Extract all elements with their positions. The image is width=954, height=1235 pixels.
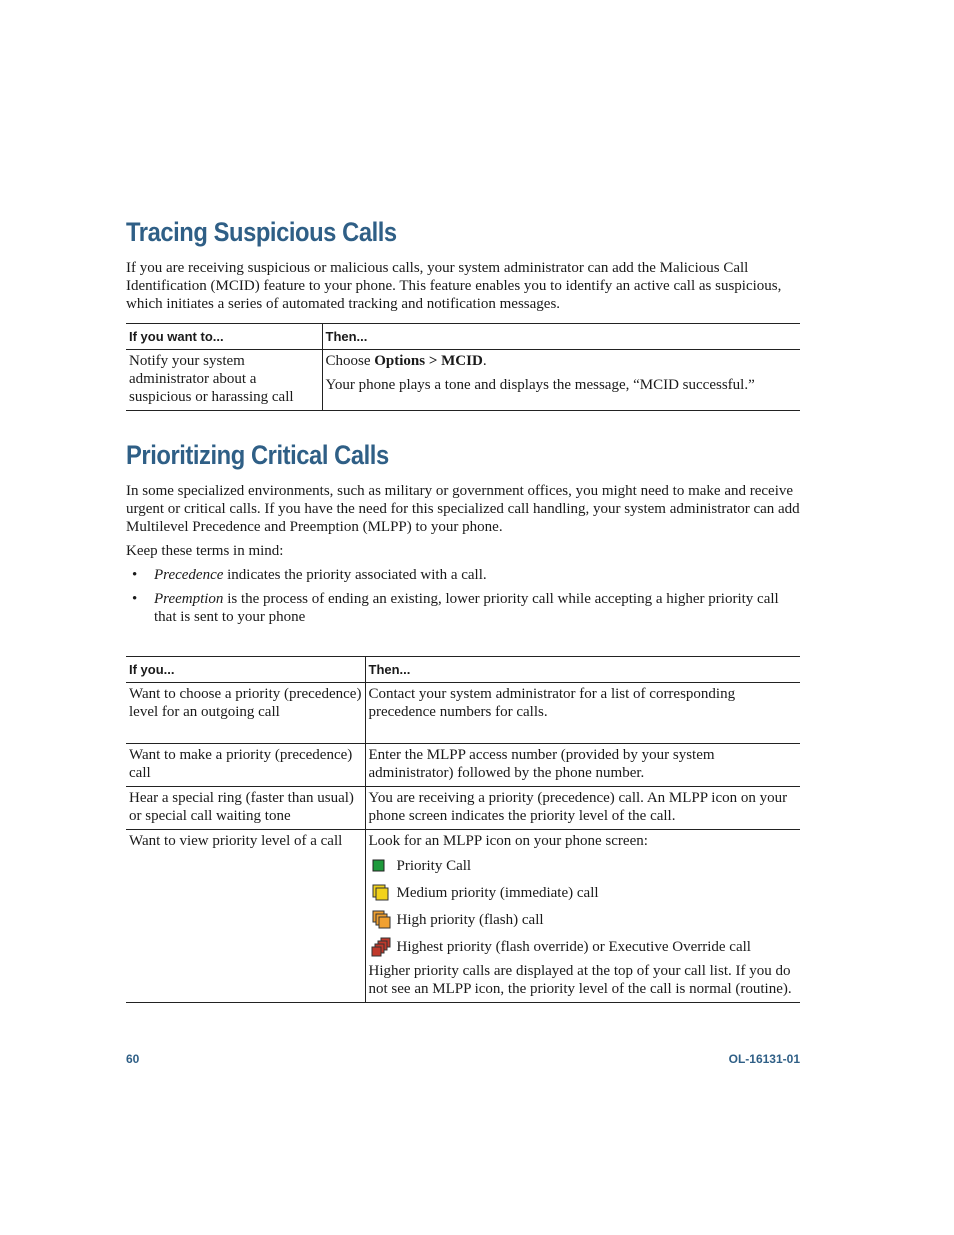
highest-priority-icon (371, 937, 395, 957)
term: Preemption (154, 591, 224, 607)
section-title-prioritizing: Prioritizing Critical Calls (126, 440, 389, 470)
row-condition: Want to view priority level of a call (126, 830, 365, 1003)
table-header-row (126, 657, 800, 683)
row-action (365, 830, 800, 1003)
icon-row (369, 879, 798, 906)
term: Precedence (154, 567, 224, 583)
row-action: Contact your system administrator for a list of corresponding precedence numbers for calls. (365, 683, 800, 744)
icon-lead: Look for an MLPP icon on your phone screen: (368, 833, 648, 849)
row-condition: Want to choose a priority (precedence) level for an outgoing call (126, 683, 365, 744)
row-action (322, 350, 800, 411)
table-row (126, 350, 800, 411)
table-row (126, 830, 800, 1003)
row-action: Enter the MLPP access number (provided by your system administrator) followed by the phone number. (365, 744, 800, 787)
list-item (126, 590, 800, 626)
row-condition: Hear a special ring (faster than usual) or special call waiting tone (126, 787, 365, 830)
col-header-then: Then... (322, 324, 800, 350)
page-number: 60 (126, 1052, 140, 1066)
medium-priority-icon (371, 883, 395, 903)
icon-row (369, 906, 798, 933)
prioritizing-intro: In some specialized environments, such as military or government offices, you might need to make and receive urgent or critical calls. If you have the need for this specialized call handling, your system administrator can add Multilevel Precedence and Preemption (MLPP) to your phone. (126, 483, 800, 535)
mcid-table (126, 323, 800, 411)
mlpp-table (126, 656, 800, 1003)
icon-label: Priority Call (396, 857, 472, 874)
table-row (126, 787, 800, 830)
list-item (126, 566, 800, 584)
choose-suffix: . (482, 353, 487, 369)
high-priority-icon (371, 910, 395, 930)
tracing-intro: If you are receiving suspicious or malicious calls, your system administrator can add the Malicious Call Identification (MCID) feature to your phone. This feature enables you to identify an active call as suspicious, which initiates a series of automated tracking and notification messages. (126, 260, 782, 312)
table-header-row (126, 324, 800, 350)
choose-instruction (326, 352, 798, 370)
table-row (126, 683, 800, 744)
priority-note: Higher priority calls are displayed at the top of your call list. If you do not see an MLPP icon, the priority level of the call is normal (routine). (368, 963, 792, 997)
col-header-if: If you want to... (126, 324, 322, 350)
bullet-icon: • (132, 567, 138, 583)
icon-row (369, 852, 798, 879)
col-header-if: If you... (126, 657, 365, 683)
terms-list (126, 566, 800, 632)
icon-row (369, 933, 798, 960)
col-header-then: Then... (365, 657, 800, 683)
row-condition: Want to make a priority (precedence) call (126, 744, 365, 787)
bullet-icon: • (132, 591, 138, 607)
priority-call-icon (371, 856, 395, 876)
keep-in-mind: Keep these terms in mind: (126, 543, 284, 559)
icon-label: High priority (flash) call (396, 911, 544, 928)
term-definition: indicates the priority associated with a call. (223, 567, 487, 583)
table-row (126, 744, 800, 787)
document-number: OL-16131-01 (728, 1052, 800, 1066)
choose-prefix: Choose (325, 353, 375, 369)
term-definition: is the process of ending an existing, lower priority call while accepting a higher priority call that is sent to your phone (154, 591, 779, 625)
menu-path: Options > MCID (374, 353, 483, 369)
icon-label: Highest priority (flash override) or Executive Override call (396, 938, 751, 955)
row-condition: Notify your system administrator about a suspicious or harassing call (126, 350, 322, 411)
icon-label: Medium priority (immediate) call (396, 884, 599, 901)
row-action: You are receiving a priority (precedence) call. An MLPP icon on your phone screen indicates the priority level of the call. (365, 787, 800, 830)
mcid-result: Your phone plays a tone and displays the message, “MCID successful.” (325, 377, 755, 393)
section-title-tracing: Tracing Suspicious Calls (126, 217, 397, 247)
